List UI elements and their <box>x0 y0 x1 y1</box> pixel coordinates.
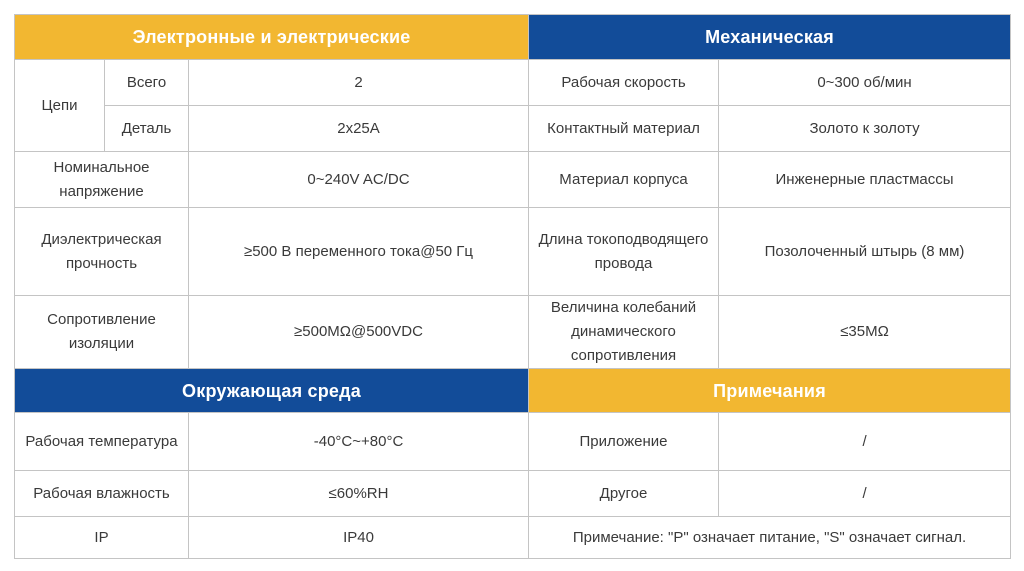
table-row <box>15 60 1011 106</box>
voltage-label: Номинальное напряжение <box>15 152 189 208</box>
notes-header: Примечания <box>529 369 1011 413</box>
table-row <box>15 413 1011 471</box>
table-row <box>15 152 1011 208</box>
table-row <box>15 208 1011 296</box>
fluctuation-value: ≤35MΩ <box>719 296 1011 369</box>
dielectric-value: ≥500 В переменного тока@50 Гц <box>189 208 529 296</box>
total-value: 2 <box>189 60 529 106</box>
total-label: Всего <box>105 60 189 106</box>
lead-value: Позолоченный штырь (8 мм) <box>719 208 1011 296</box>
lead-label: Длина токоподводящего провода <box>529 208 719 296</box>
other-value: / <box>719 471 1011 517</box>
specification-table <box>14 14 1011 559</box>
housing-label: Материал корпуса <box>529 152 719 208</box>
mechanical-header: Механическая <box>529 15 1011 60</box>
electrical-header: Электронные и электрические <box>15 15 529 60</box>
application-label: Приложение <box>529 413 719 471</box>
voltage-value: 0~240V AC/DC <box>189 152 529 208</box>
dielectric-label: Диэлектрическая прочность <box>15 208 189 296</box>
detail-value: 2x25A <box>189 106 529 152</box>
contact-value: Золото к золоту <box>719 106 1011 152</box>
table-row <box>15 471 1011 517</box>
application-value: / <box>719 413 1011 471</box>
fluctuation-label: Величина колебаний динамического сопротивления <box>529 296 719 369</box>
header-row-bottom <box>15 369 1011 413</box>
ip-label: IP <box>15 517 189 559</box>
housing-value: Инженерные пластмассы <box>719 152 1011 208</box>
insulation-label: Сопротивление изоляции <box>15 296 189 369</box>
humidity-value: ≤60%RH <box>189 471 529 517</box>
table-row <box>15 517 1011 559</box>
table-row <box>15 296 1011 369</box>
remark-text: Примечание: "P" означает питание, "S" означает сигнал. <box>529 517 1011 559</box>
humidity-label: Рабочая влажность <box>15 471 189 517</box>
table-row <box>15 106 1011 152</box>
ip-value: IP40 <box>189 517 529 559</box>
speed-label: Рабочая скорость <box>529 60 719 106</box>
detail-label: Деталь <box>105 106 189 152</box>
speed-value: 0~300 об/мин <box>719 60 1011 106</box>
contact-label: Контактный материал <box>529 106 719 152</box>
environment-header: Окружающая среда <box>15 369 529 413</box>
other-label: Другое <box>529 471 719 517</box>
temperature-label: Рабочая температура <box>15 413 189 471</box>
insulation-value: ≥500MΩ@500VDC <box>189 296 529 369</box>
header-row-top <box>15 15 1011 60</box>
circuits-label: Цепи <box>15 60 105 152</box>
temperature-value: -40°C~+80°C <box>189 413 529 471</box>
